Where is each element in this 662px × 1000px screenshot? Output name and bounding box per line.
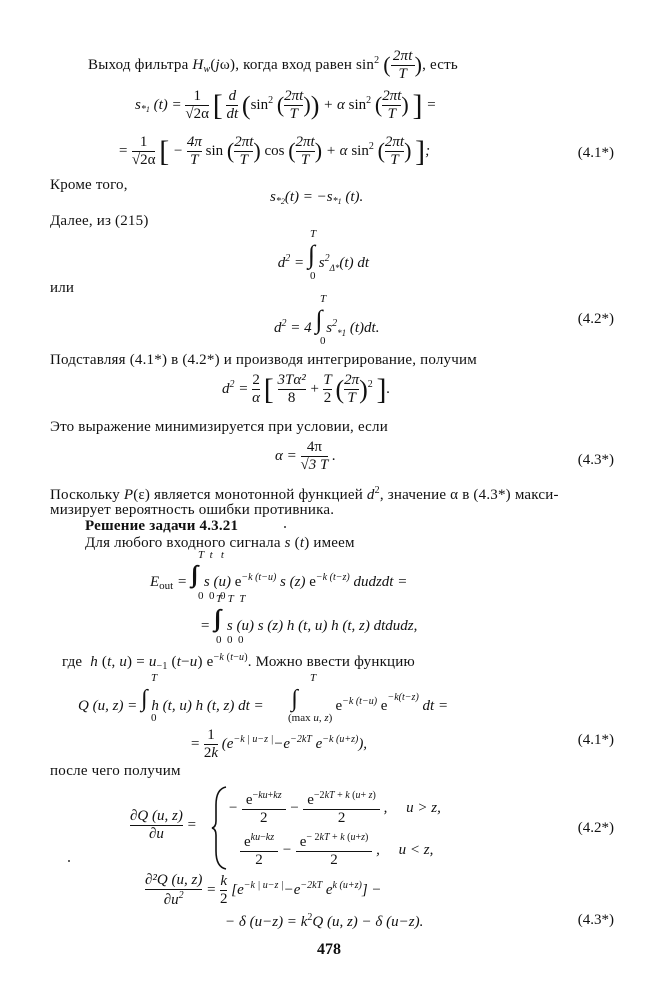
equation-number-4-2: (4.2*): [577, 311, 614, 327]
equation-d2q-line1: $\frac{\text{∂²Q (u, z)}}{\partial u^2}$ = $\frac{k}{2}$ [$e^{-k | u-z |}-e^{-2kT}$ $e^{k (u+z)}$] −: [145, 872, 382, 908]
equation-eout-line2: T T T = ∫∫∫ s (u) s (z) h (t, u) h (t, z) dtdudz, 0 0 0: [200, 593, 418, 646]
section-heading-solution: Решение задачи 4.3.21: [85, 518, 239, 534]
equation-number-4-2b: (4.2*): [577, 820, 614, 836]
equation-q-line2: = $\frac{1}{2k}$ ($e^{-k | u-z |}-e^{-2kT}$ $e^{-k (u+z)}$),: [190, 727, 368, 761]
text-line-filter-output: Выход фильтра $H_w(j\omega)$, когда вход равен $\sin^2$ ( $\frac{2\pi t}{T}$ ), есть: [88, 48, 458, 82]
equation-dq-case1: − $\frac{e^{-ku+kz}}{2}$ − $\frac{e^{-2kT + k (u+ z)}}{2}$ , u > z,: [228, 790, 441, 826]
speck: [284, 526, 286, 528]
equation-number-4-1b: (4.1*): [577, 732, 614, 748]
equation-s1-line1: $s_{*1}$ (t) = $\frac{1}{√2\alpha}$ [ $\frac{d}{dt}$ ($\sin^2$ ( $\frac{2\pi t}{T}$ )) + α $\sin^2$ ( $\frac{2\pi t}{T}$ ) ] =: [135, 88, 437, 122]
equation-d2-4integral: T $d^2 = 4$ ∫ $s^2_{*1}$ (t)dt. 0: [274, 293, 380, 347]
equation-q-line1: T Q (u, z) = ∫ h (t, u) h (t, z) dt = 0 T ∫ (max u, z) $e^{-k (t-u)}$ $e^{-k(t-z)}$ dt =: [78, 672, 449, 724]
equation-d2-result: $d^2$ = $\frac{2}{\alpha}$ [ $\frac{\text{3Tα²}}{8}$ + $\frac{T}{2}$ ( $\frac{2\pi}{T}$ )$^2$ ].: [222, 372, 391, 406]
equation-s2: $s_{*2}(t) = -s_{*1}$ (t).: [270, 189, 364, 207]
left-brace: [210, 785, 230, 871]
equation-number-4-1: (4.1*): [577, 145, 614, 161]
equation-dq-lhs: $\frac{\partial Q (u, z)}{\partial u}$ =: [130, 808, 197, 842]
text-line-krome: Кроме того,: [50, 177, 128, 193]
equation-dq-case2: $e^{ku-kz}$ 2 − $\frac{e^{- 2kT + k (u+z)}}{2}$ , u < z,: [240, 832, 433, 869]
equation-eout-line1: T t t $E_{out}$ = ∫∫∫ s (u) $e^{-k (t-u)}$ s (z) $e^{-k (t-z)}$ dudzdt = 0 0 0: [150, 549, 408, 602]
text-line-poskolku-2: мизирует вероятность ошибки противника.: [50, 502, 335, 518]
equation-s1-line2: = $\frac{1}{√2\alpha}$ [ − $\frac{4\pi}{T}$ sin ( $\frac{2\pi t}{T}$ ) cos ( $\frac{2\pi t}{T}$ ) + α $\sin^2$ ( $\frac{2\pi t}{T}$ ) ];: [118, 134, 431, 168]
text-line-dalee: Далее, из (215): [50, 213, 149, 229]
text-line-dlya: Для любого входного сигнала s (t) имеем: [85, 535, 355, 551]
text-line-poskolku-1: Поскольку P(ε) является монотонной функцией $d^2$, значение α в (4.3*) макси-: [50, 485, 559, 503]
text-line-eto: Это выражение минимизируется при условии, если: [50, 419, 388, 435]
text-line-ili: или: [50, 280, 75, 296]
equation-d2q-line2: − δ $(u-z) = k^2Q$ (u, z) − δ (u−z).: [225, 912, 424, 930]
text-line-posle: после чего получим: [50, 763, 181, 779]
page-number: 478: [317, 941, 341, 958]
text-line-podstavlyaya: Подставляя (4.1*) в (4.2*) и производя интегрирование, получим: [50, 352, 477, 368]
equation-alpha: α = $\frac{4\pi}{√3 T}$ .: [275, 439, 336, 473]
equation-number-4-3b: (4.3*): [577, 912, 614, 928]
equation-number-4-3: (4.3*): [577, 452, 614, 468]
text-line-gde: где h (t, $u) = u_{-1}$ (t−u) $e^{-k (t-u)}$. Можно ввести функцию: [62, 652, 415, 672]
equation-d2-integral: T $d^2$ = ∫ $s^2_{\Delta*}(t)$ dt 0: [277, 228, 369, 282]
speck: [68, 860, 70, 862]
